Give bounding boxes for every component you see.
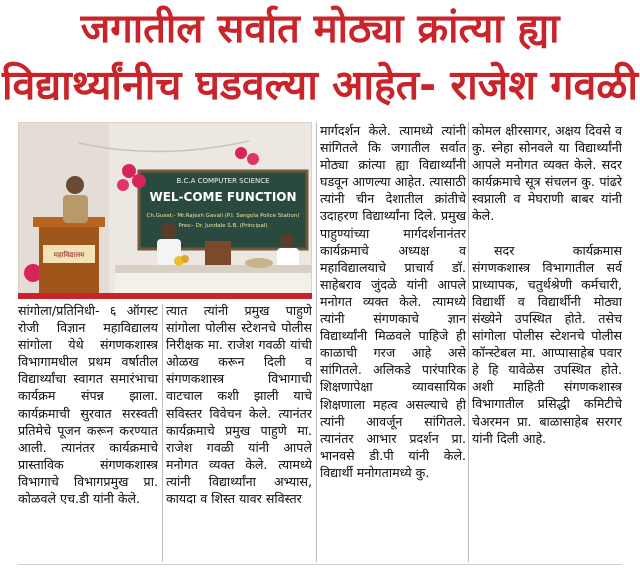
article-column-1 xyxy=(18,302,158,564)
banner-title: WEL-COME FUNCTION xyxy=(149,190,297,204)
article-column-3 xyxy=(320,122,466,562)
podium-label: महाविद्यालय xyxy=(53,251,85,259)
column-divider xyxy=(162,304,163,562)
article-paragraph: सदर कार्यक्रमास संगणकशास्त्र विभागातील सर्व प्राध्यापक, चतुर्थश्रेणी कर्मचारी, विद्यार्थी व विद्यार्थीनी मोठ्या संख्येने उपस्थित होते. तसेच सांगोला पोलीस स्टेशनचे पोलीस कॉन्स्टेबल मा. आप्पासाहेब पवार हे हि यावेळेस उपस्थित होते. अशी माहिती संगणकशास्त्र विभागातील प्रसिद्धी कमिटीचे चेअरमन प्रा. बाळासाहेब सरगर यांनी दिली आहे. xyxy=(472,242,622,446)
event-photo xyxy=(18,122,312,298)
article-paragraph: कोमल क्षीरसागर, अक्षय दिवसे व कु. स्नेहा सोनवले या विद्यार्थ्यांनी आपले मनोगत व्यक्त केले. सदर कार्यक्रमाचे सूत्र संचलन कु. पांढरे स्वप्नाली व मेघराणी बाबर यांनी केले. xyxy=(472,123,622,224)
bottom-rule xyxy=(18,564,622,565)
article-paragraph: त्यात त्यांनी प्रमुख पाहुणे सांगोला पोलीस स्टेशनचे पोलीस निरीक्षक मा. राजेश गवळी यांची ओळख करून दिली व संगणकशास्त्र विभागाची वाटचाल कशी झाली याचे सविस्तर विवेचन केले. त्यानंतर कार्यक्रमाचे प्रमुख पाहुणे मा. राजेश गवळी यांनी आपले मनोगत व्यक्त केले. त्यामध्ये त्यांनी विद्यार्थ्यांना अभ्यास, कायदा व शिस्त यावर सविस्तर xyxy=(166,303,312,507)
banner-guest-line: Ch.Guest:- Mr.Rajesh Gavali (P.I. Sangola Police Station) xyxy=(146,213,300,219)
article-paragraph: सांगोला/प्रतिनिधी- ६ ऑगस्ट रोजी विज्ञान महाविद्यालय सांगोला येथे संगणकशास्त्र विभागामधील प्रथम वर्षातील विद्यार्थ्यांचा स्वागत समारंभाचा कार्यक्रम संपन्न झाला. कार्यक्रमाची सुरवात सरस्वती प्रतिमेचे पूजन करून करण्यात आली. त्यानंतर कार्यक्रमाचे प्रास्ताविक संगणकशास्त्र विभागाचे विभागप्रमुख प्रा. कोळवले एच.डी यांनी केले. xyxy=(18,303,158,507)
article-column-2 xyxy=(166,302,312,564)
banner-subtitle: B.C.A COMPUTER SCIENCE xyxy=(176,177,270,185)
column-divider xyxy=(316,122,317,562)
headline-line-1: जगातील सर्वात मोठ्या क्रांत्या ह्या xyxy=(80,6,560,52)
event-photo-illustration xyxy=(19,123,312,298)
photo-bottom-bar xyxy=(18,293,312,299)
column-divider xyxy=(468,122,469,562)
article-column-4 xyxy=(472,122,622,562)
headline-line-2: विद्यार्थ्यांनीच घडवल्या आहेत- राजेश गवळी xyxy=(1,61,639,109)
banner-president-line: Pres:- Dr. Jundale S.B. (Principal) xyxy=(178,223,268,229)
podium xyxy=(33,217,105,298)
article-paragraph: मार्गदर्शन केले. त्यामध्ये त्यांनी सांगितले कि जगातील सर्वात मोठ्या क्रांत्या ह्या विद्यार्थ्यांनी घडवून आणल्या आहेत. त्यासाठी त्यांनी चीन देशातील क्रांतीचे उदाहरण विद्यार्थ्यांना दिले. प्रमुख पाहुण्यांच्या मार्गदर्शनानंतर कार्यक्रमाचे अध्यक्ष व महाविद्यालयाचे प्राचार्य डॉ. साहेबराव जुंदळे यांनी आपले मनोगत व्यक्त केले. त्यामध्ये त्यांनी संगणकाचे ज्ञान विद्यार्थ्यांनी मिळवले पाहिजे ही काळाची गरज आहे असे सांगितले. अलिकडे पारंपारिक शिक्षणापेक्षा व्यावसायिक शिक्षणाला महत्व असल्याचे ही त्यांनी आवर्जून सांगितले. त्यानंतर आभार प्रदर्शन प्रा. भानवसे डी.पी यांनी केले. विद्यार्थी मनोगतामध्ये कु. xyxy=(320,123,466,480)
